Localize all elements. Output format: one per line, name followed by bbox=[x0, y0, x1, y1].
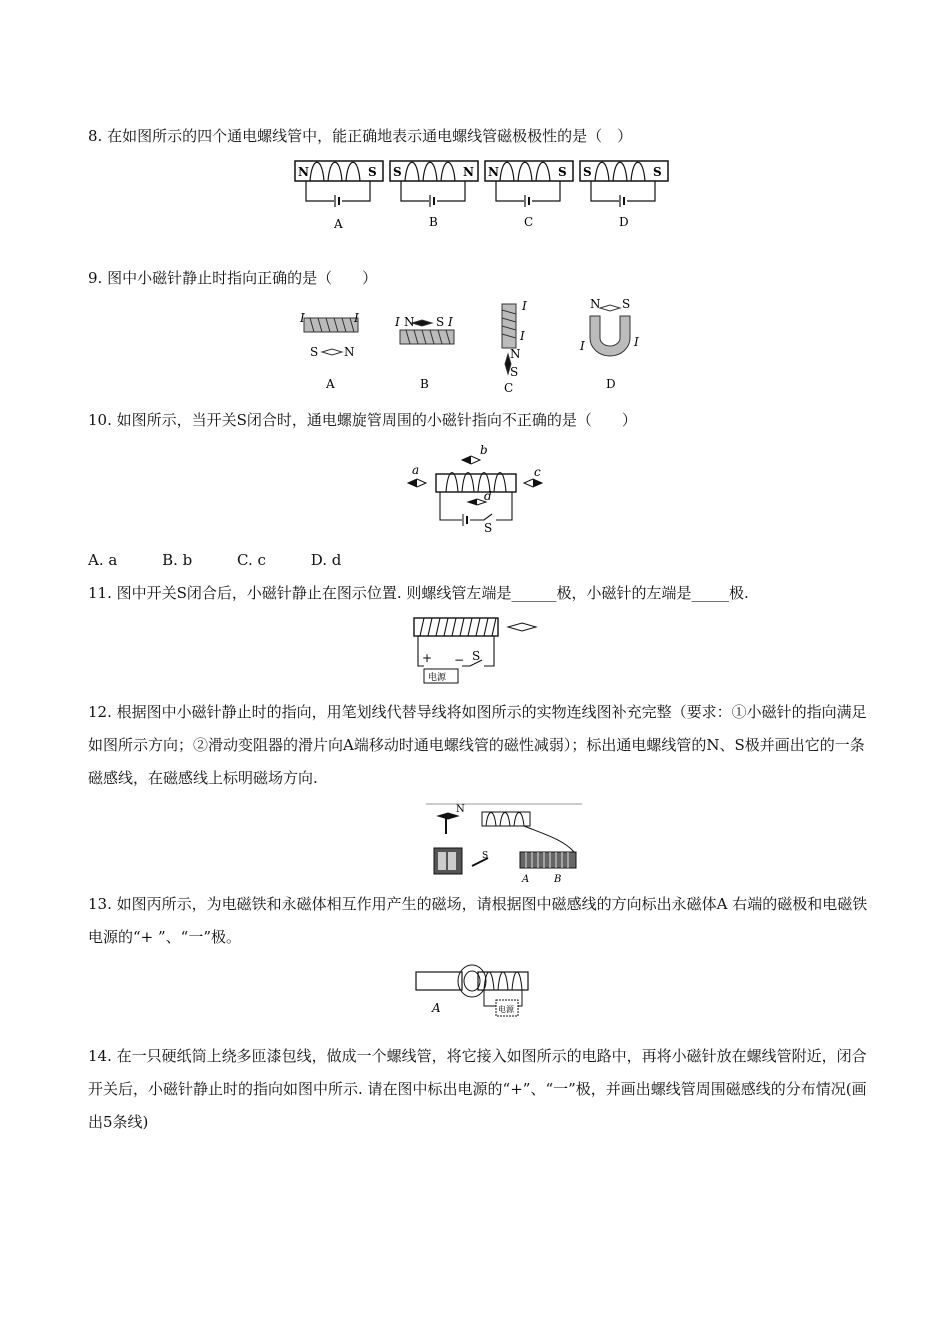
q9-option-d bbox=[579, 297, 639, 391]
pole-label: S bbox=[393, 165, 402, 179]
pole-label: N bbox=[463, 165, 474, 179]
q8-option-a bbox=[295, 161, 383, 231]
svg-text:B: B bbox=[554, 874, 562, 884]
q9-figure bbox=[296, 296, 666, 396]
option-c[interactable]: C. c bbox=[237, 551, 266, 569]
svg-text:S: S bbox=[482, 851, 489, 861]
pole-label: S bbox=[368, 165, 377, 179]
svg-text:I: I bbox=[520, 329, 525, 343]
option-label: B bbox=[420, 377, 429, 391]
option-label: D bbox=[606, 377, 616, 391]
svg-text:N: N bbox=[404, 315, 415, 329]
pole-label: N bbox=[488, 165, 499, 179]
option-label: D bbox=[619, 215, 629, 229]
q9-option-b bbox=[394, 315, 454, 391]
svg-text:S: S bbox=[484, 521, 493, 534]
question-12: 12. 根据图中小磁针静止时的指向，用笔划线代替导线将如图所示的实物连线图补充完整（要求：①小磁针的指向满足如图所示方向；②滑动变阻器的滑片向A端移动时通电螺线管的磁性减弱）；标出通电螺线管的N、S极并画出它的一条磁感线，在磁感线上标明磁场方向. bbox=[88, 703, 867, 787]
pole-label: N bbox=[298, 165, 309, 179]
pole-label: S bbox=[653, 165, 662, 179]
svg-text:a: a bbox=[412, 463, 420, 477]
question-14: 14. 在一只硬纸筒上绕多匝漆包线，做成一个螺线管，将它接入如图所示的电路中，再将小磁针放在螺线管附近，闭合开关后，小磁针静止时的指向如图中所示. 请在图中标出电源的“+”、“一”极，并画出螺线管周围磁感线的分布情况(画出5条线) bbox=[88, 1047, 867, 1131]
option-label: B bbox=[429, 215, 438, 229]
pole-label: S bbox=[558, 165, 567, 179]
svg-text:I: I bbox=[522, 299, 527, 313]
question-9: 9. 图中小磁针静止时指向正确的是（ ） bbox=[88, 269, 378, 287]
q10-figure bbox=[400, 442, 560, 534]
q10-options bbox=[88, 548, 381, 572]
q9-option-a bbox=[299, 311, 359, 391]
q8-option-c bbox=[485, 161, 573, 229]
q8-option-b bbox=[390, 161, 478, 229]
svg-text:I: I bbox=[395, 315, 400, 329]
svg-text:N: N bbox=[456, 804, 465, 815]
svg-text:−: − bbox=[454, 653, 465, 667]
svg-text:c: c bbox=[534, 465, 541, 479]
svg-text:A: A bbox=[522, 874, 530, 884]
svg-text:I: I bbox=[634, 335, 639, 349]
pole-label: S bbox=[583, 165, 592, 179]
q8-figure bbox=[290, 156, 670, 236]
svg-text:N: N bbox=[510, 347, 521, 361]
svg-text:d: d bbox=[484, 489, 492, 503]
question-8: 8. 在如图所示的四个通电螺线管中，能正确地表示通电螺线管磁极极性的是（ ） bbox=[88, 127, 633, 145]
magnet-label: A bbox=[432, 1001, 441, 1015]
option-label: A bbox=[334, 217, 343, 231]
option-label: C bbox=[524, 215, 534, 229]
svg-text:I: I bbox=[354, 311, 359, 325]
needle-a bbox=[408, 463, 426, 487]
q8-option-d bbox=[580, 161, 668, 229]
question-13: 13. 如图丙所示，为电磁铁和永磁体相互作用产生的磁场，请根据图中磁感线的方向标出永磁体A 右端的磁极和电磁铁电源的“+ ”、“一”极。 bbox=[88, 895, 868, 946]
svg-text:N: N bbox=[590, 297, 601, 311]
needle-b bbox=[462, 443, 488, 464]
question-11: 11. 图中开关S闭合后，小磁针静止在图示位置. 则螺线管左端是______极，小磁针的左端是_____极. bbox=[88, 584, 749, 602]
option-label: C bbox=[504, 381, 514, 395]
option-b[interactable]: B. b bbox=[162, 551, 193, 569]
needle-c bbox=[524, 465, 542, 487]
option-a[interactable]: A. a bbox=[88, 551, 118, 569]
question-10: 10. 如图所示，当开关S闭合时，通电螺旋管周围的小磁针指向不正确的是（ ） bbox=[88, 411, 637, 429]
power-source-label: 电源 bbox=[498, 1005, 514, 1014]
svg-text:S: S bbox=[472, 649, 481, 663]
q12-figure bbox=[424, 800, 584, 884]
svg-text:I: I bbox=[580, 339, 585, 353]
option-d[interactable]: D. d bbox=[310, 551, 342, 569]
svg-text:b: b bbox=[480, 443, 488, 457]
svg-text:I: I bbox=[448, 315, 453, 329]
svg-text:S: S bbox=[622, 297, 631, 311]
option-label: A bbox=[326, 377, 335, 391]
svg-text:N: N bbox=[344, 345, 355, 359]
q13-figure bbox=[410, 962, 550, 1026]
svg-text:+: + bbox=[422, 651, 433, 665]
svg-text:S: S bbox=[436, 315, 445, 329]
q11-figure bbox=[404, 614, 544, 688]
svg-text:S: S bbox=[310, 345, 319, 359]
q9-option-c bbox=[502, 299, 527, 395]
svg-text:S: S bbox=[510, 365, 519, 379]
svg-text:I: I bbox=[300, 311, 305, 325]
power-source-label: 电源 bbox=[428, 673, 447, 683]
